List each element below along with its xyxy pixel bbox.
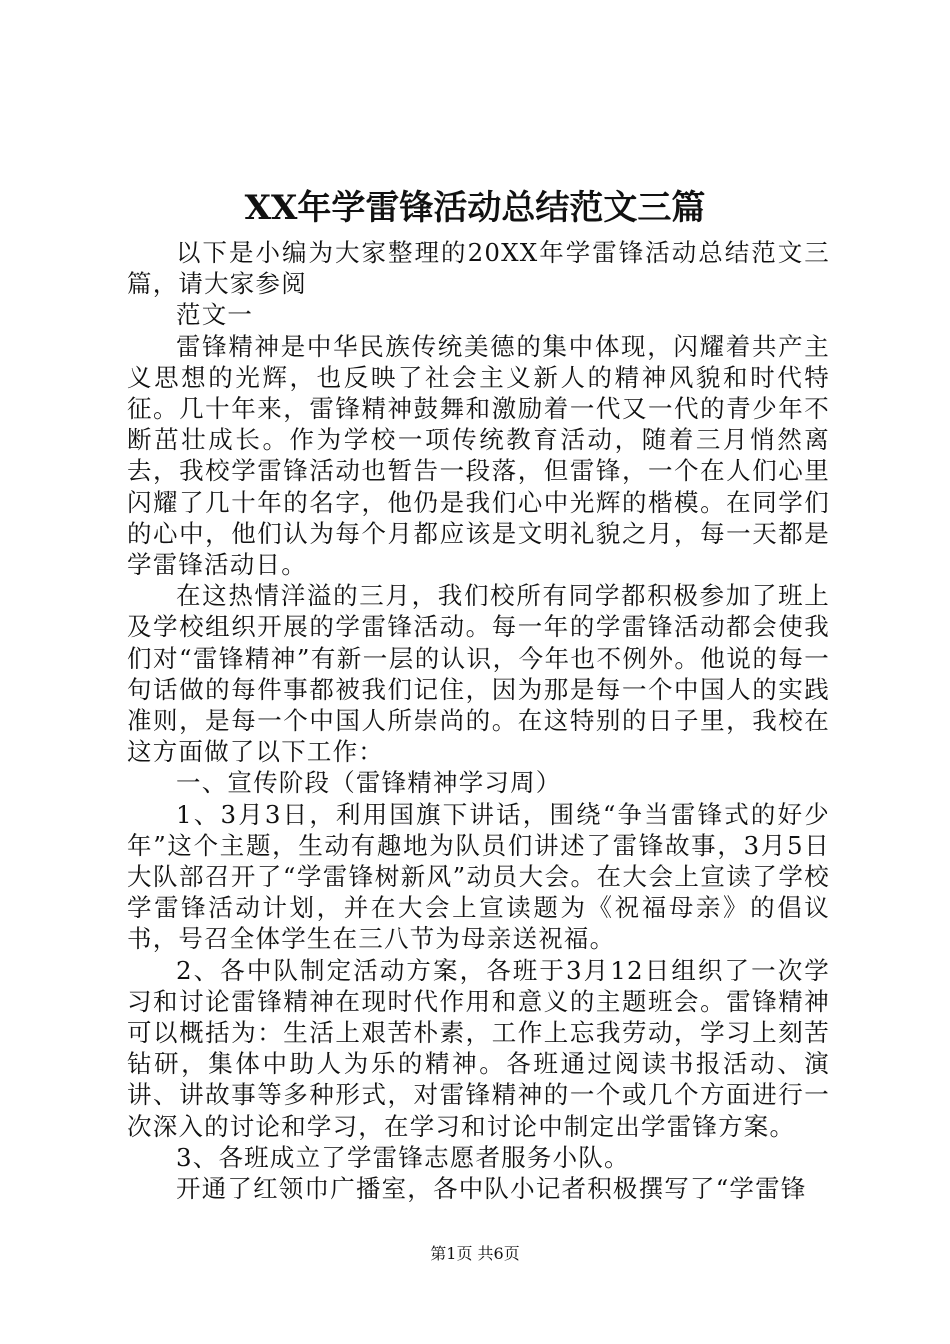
list-item-paragraph: 2、各中队制定活动方案，各班于3月12日组织了一次学习和讨论雷锋精神在现时代作用和意义的主题班会。雷锋精神可以概括为：生活上艰苦朴素，工作上忘我劳动，学习上刻苦钻研，集体中助人为乐的精神。各班通过阅读书报活动、演讲、讲故事等多种形式，对雷锋精神的一个或几个方面进行一次深入的讨论和学习，在学习和讨论中制定出学雷锋方案。	[127, 955, 830, 1141]
document-title: XX年学雷锋活动总结范文三篇	[244, 188, 706, 228]
list-item-paragraph: 1、3月3日，利用国旗下讲话，围绕“争当雷锋式的好少年”这个主题，生动有趣地为队员们讲述了雷锋故事，3月5日大队部召开了“学雷锋树新风”动员大会。在大会上宣读了学校学雷锋活动计划，并在大会上宣读题为《祝福母亲》的倡议书，号召全体学生在三八节为母亲送祝福。	[127, 799, 830, 954]
section-heading-sample-one: 范文一	[176, 300, 254, 330]
body-paragraph: 开通了红领巾广播室，各中队小记者积极撰写了“学雷锋	[176, 1174, 807, 1204]
subsection-heading: 一、宣传阶段（雷锋精神学习周）	[176, 768, 562, 798]
document-body	[127, 237, 830, 1204]
body-paragraph: 在这热情洋溢的三月，我们校所有同学都积极参加了班上及学校组织开展的学雷锋活动。每一年的学雷锋活动都会使我们对“雷锋精神”有新一层的认识，今年也不例外。他说的每一句话做的每件事都被我们记住，因为那是每一个中国人的实践准则，是每一个中国人所崇尚的。在这特别的日子里，我校在这方面做了以下工作：	[127, 581, 830, 767]
page-number-footer: 第1页 共6页	[430, 1244, 520, 1263]
intro-paragraph: 以下是小编为大家整理的20XX年学雷锋活动总结范文三篇，请大家参阅	[127, 238, 830, 299]
body-paragraph: 雷锋精神是中华民族传统美德的集中体现，闪耀着共产主义思想的光辉，也反映了社会主义新人的精神风貌和时代特征。几十年来，雷锋精神鼓舞和激励着一代又一代的青少年不断茁壮成长。作为学校一项传统教育活动，随着三月悄然离去，我校学雷锋活动也暂告一段落，但雷锋，一个在人们心里闪耀了几十年的名字，他仍是我们心中光辉的楷模。在同学们的心中，他们认为每个月都应该是文明礼貌之月，每一天都是学雷锋活动日。	[127, 331, 830, 580]
list-item-paragraph: 3、各班成立了学雷锋志愿者服务小队。	[176, 1142, 630, 1172]
